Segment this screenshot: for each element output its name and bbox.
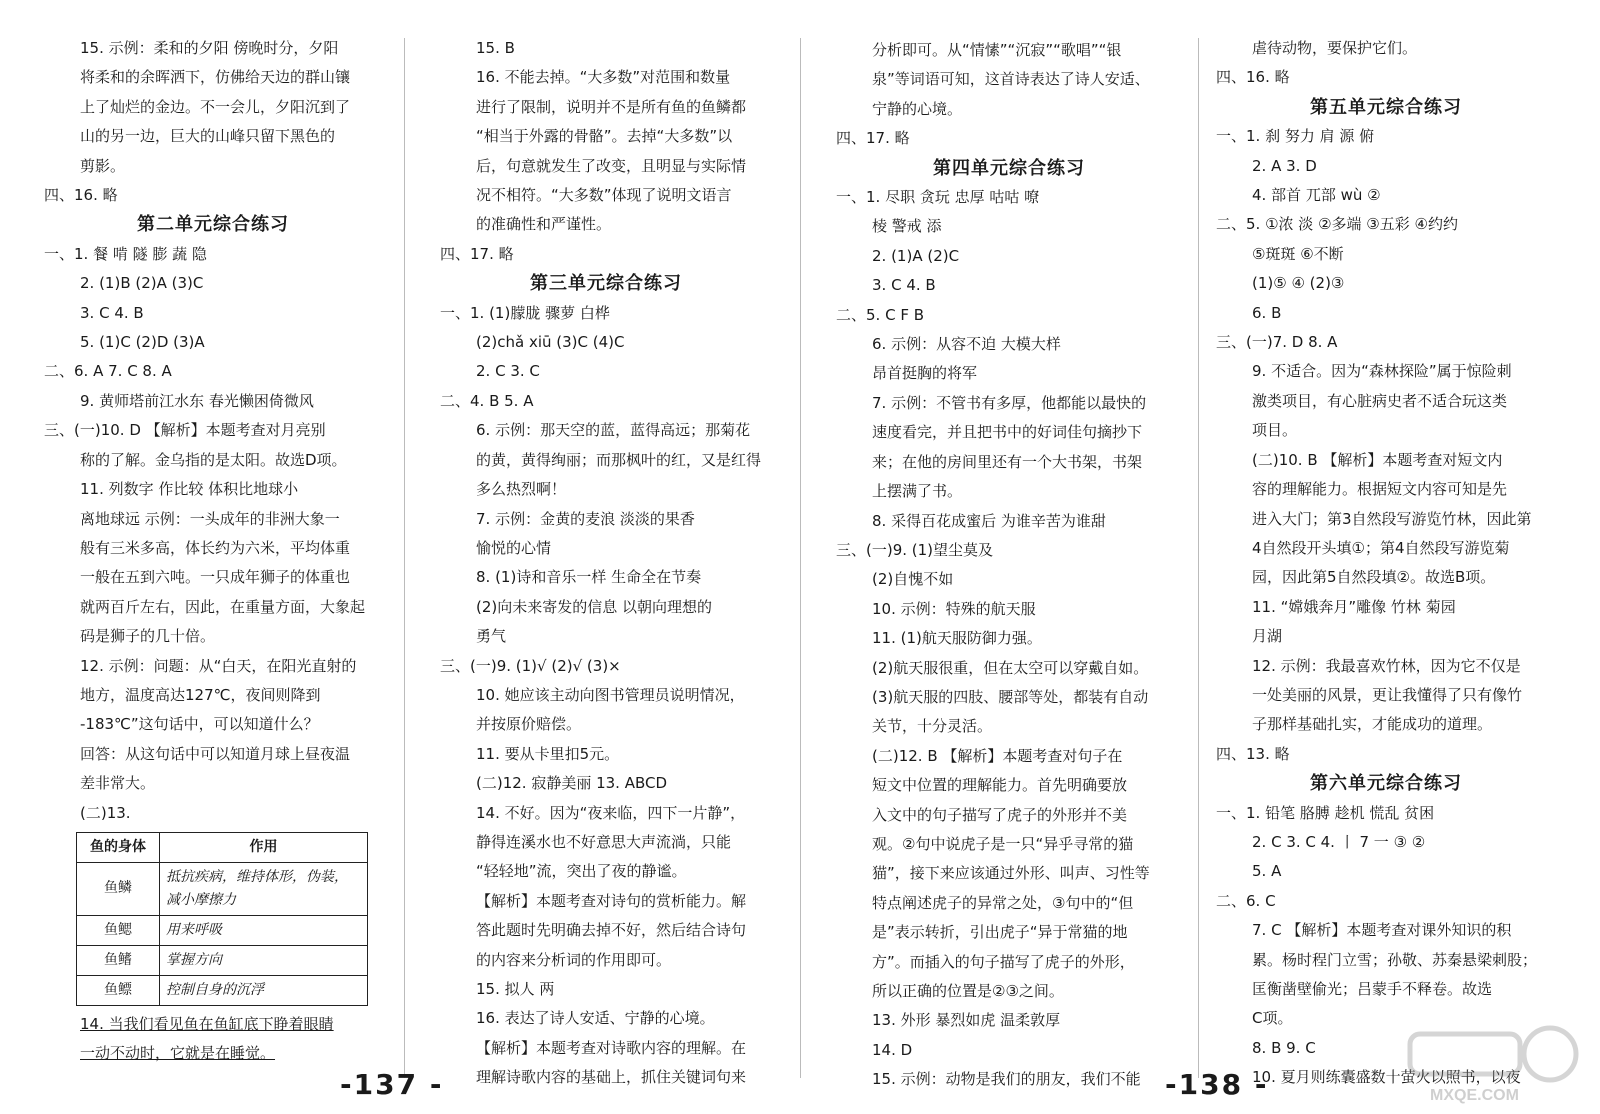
text-line: 一般在五到六吨。一只成年狮子的体重也 xyxy=(80,568,351,587)
text-line: 2. (1)B (2)A (3)C xyxy=(80,274,204,293)
table-cell-function: 抵抗疾病，维持体形，伪装，减小摩擦力 xyxy=(160,862,368,915)
text-line: 后，句意就发生了改变，且明显与实际情 xyxy=(476,156,747,175)
text-line: 9. 不适合。因为“森林探险”属于惊险刺 xyxy=(1252,362,1512,381)
text-line: (二)10. B 【解析】本题考查对短文内 xyxy=(1252,450,1503,469)
text-line: 11. 要从卡里扣5元。 xyxy=(476,744,620,763)
text-line: 匡衡凿壁偷光；吕蒙手不释卷。故选 xyxy=(1252,980,1493,998)
text-line: 特点阐述虎子的异常之处，③句中的“但 xyxy=(872,893,1134,912)
table-cell-function: 用来呼吸 xyxy=(160,915,368,945)
section-heading: 第二单元综合练习 xyxy=(137,214,289,236)
text-line: 8. (1)诗和音乐一样 生命全在节奏 xyxy=(476,568,702,587)
text-line: -183℃”这句话中，可以知道什么？ xyxy=(80,715,319,734)
text-line: (2)向未来寄发的信息 以朝向理想的 xyxy=(476,597,713,616)
watermark-text: MXQE.COM xyxy=(1430,1087,1519,1104)
text-line: 13. 外形 暴烈如虎 温柔敦厚 xyxy=(872,1011,1061,1030)
table-row xyxy=(77,945,368,975)
page-divider xyxy=(800,38,801,1078)
text-line: 上了灿烂的金边。不一会儿，夕阳沉到了 xyxy=(80,97,351,116)
text-line: 将柔和的余晖洒下，仿佛给天边的群山镶 xyxy=(80,68,351,87)
text-line: 般有三米多高，体长约为六米，平均体重 xyxy=(80,538,351,557)
text-line: 7. C 【解析】本题考查对课外知识的积 xyxy=(1252,921,1512,940)
text-line: 一、1. 尽职 贪玩 忠厚 咕咕 嘹 xyxy=(836,188,1040,207)
text-line: 进行了限制，说明并不是所有鱼的鱼鳞都 xyxy=(476,97,747,116)
text-line: 15. B xyxy=(476,39,515,57)
text-line: 【解析】本题考查对诗句的赏析能力。解 xyxy=(476,891,747,910)
text-line: (2)航天服很重，但在太空可以穿戴自如。 xyxy=(872,658,1149,677)
text-line: 二、6. A 7. C 8. A xyxy=(44,362,172,381)
text-line: 三、(一)10. D 【解析】本题考查对月亮别 xyxy=(44,421,326,440)
text-line: “相当于外露的骨骼”。去掉“大多数”以 xyxy=(476,127,733,146)
section-heading: 第三单元综合练习 xyxy=(530,273,682,295)
text-line: 宁静的心境。 xyxy=(872,99,963,118)
text-line: 回答：从这句话中可以知道月球上昼夜温 xyxy=(80,744,351,763)
text-line: 勇气 xyxy=(476,627,507,646)
text-line: 码是狮子的几十倍。 xyxy=(80,627,216,646)
text-line: 一、1. 刹 努力 肩 源 俯 xyxy=(1216,127,1375,146)
text-line: 况不相符。“大多数”体现了说明文语言 xyxy=(476,186,732,205)
text-line: 愉悦的心情 xyxy=(476,538,552,557)
text-line: 三、(一)9. (1)√ (2)√ (3)× xyxy=(440,656,621,675)
text-line: 8. 采得百花成蜜后 为谁辛苦为谁甜 xyxy=(872,511,1106,530)
column-divider xyxy=(1198,38,1199,1078)
text-line: 四、17. 略 xyxy=(836,129,910,148)
text-line: 一动不动时，它就是在睡觉。 xyxy=(80,1044,276,1063)
text-line: (二)12. 寂静美丽 13. ABCD xyxy=(476,774,668,793)
text-line: 的准确性和严谨性。 xyxy=(476,215,612,234)
text-line: 15. 拟人 两 xyxy=(476,980,555,998)
text-line: 静得连溪水也不好意思大声流淌，只能 xyxy=(476,832,732,851)
text-line: 5. (1)C (2)D (3)A xyxy=(80,333,205,352)
text-line: 7. 示例：金黄的麦浪 淡淡的果香 xyxy=(476,509,695,528)
column-4 xyxy=(1216,0,1556,1087)
text-line: 【解析】本题考查对诗歌内容的理解。在 xyxy=(476,1038,747,1057)
text-line: 观。②句中说虎子是一只“异乎寻常的猫 xyxy=(872,834,1134,853)
text-line: 11. 列数字 作比较 体积比地球小 xyxy=(80,480,299,499)
column-1 xyxy=(44,0,382,1064)
table-row xyxy=(77,915,368,945)
section-heading: 第五单元综合练习 xyxy=(1310,96,1462,118)
text-line: 14. D xyxy=(872,1040,913,1059)
text-line: 三、(一)9. (1)望尘莫及 xyxy=(836,540,994,559)
text-line: 6. 示例：从容不迫 大模大样 xyxy=(872,335,1061,354)
text-line: 2. A 3. D xyxy=(1252,156,1317,175)
text-line: 9. 黄师塔前江水东 春光懒困倚微风 xyxy=(80,391,314,410)
text-line: 6. 示例：那天空的蓝，蓝得高远；那菊花 xyxy=(476,421,751,440)
text-line: 15. 示例：柔和的夕阳 傍晚时分，夕阳 xyxy=(80,39,339,57)
text-line: 昂首挺胸的将军 xyxy=(872,364,978,383)
text-line: 关节，十分灵活。 xyxy=(872,717,993,736)
text-line: 多么热烈啊！ xyxy=(476,480,567,499)
text-line: 12. 示例：问题：从“白天，在阳光直射的 xyxy=(80,656,357,675)
text-line: 园，因此第5自然段填②。故选B项。 xyxy=(1252,568,1496,587)
text-line: 12. 示例：我最喜欢竹林，因为它不仅是 xyxy=(1252,656,1521,675)
text-line: 一、1. (1)朦胧 骤萝 白桦 xyxy=(440,303,610,322)
text-line: 一、1. 铅笔 胳膊 趁机 慌乱 贫困 xyxy=(1216,803,1435,822)
text-line: 2. (1)A (2)C xyxy=(872,246,960,265)
text-line: 14. 当我们看见鱼在鱼缸底下睁着眼睛 xyxy=(80,1014,334,1033)
text-line: 速度看完，并且把书中的好词佳句摘抄下 xyxy=(872,423,1143,442)
text-line: (二)13. xyxy=(80,803,131,822)
text-line: 四、13. 略 xyxy=(1216,744,1290,763)
text-line: 项目。 xyxy=(1252,421,1298,440)
text-line: 激类项目，有心脏病史者不适合玩这类 xyxy=(1252,391,1508,410)
text-line: (2)chǎ xiū (3)C (4)C xyxy=(476,333,625,352)
text-line: 猫”，接下来应该通过外形、叫声、习性等 xyxy=(872,864,1150,883)
text-line: 2. C 3. C 4. 丨 7 一 ③ ② xyxy=(1252,832,1426,851)
text-line: 一处美丽的风景，更让我懂得了只有像竹 xyxy=(1252,685,1523,704)
text-line: 泉”等词语可知，这首诗表达了诗人安适、 xyxy=(872,70,1150,89)
table-cell-part: 鱼鳍 xyxy=(77,945,160,975)
text-line: 的黄，黄得绚丽；而那枫叶的红，又是红得 xyxy=(476,450,762,469)
text-line: 6. B xyxy=(1252,303,1282,322)
text-line: 就两百斤左右，因此，在重量方面，大象起 xyxy=(80,597,366,616)
text-line: 二、4. B 5. A xyxy=(440,391,534,410)
text-line: 是”表示转折，引出虎子“异于常猫的地 xyxy=(872,923,1128,942)
text-line: 一、1. 餐 啃 隧 膨 蔬 隐 xyxy=(44,244,207,263)
table-row xyxy=(77,975,368,1005)
text-line: 理解诗歌内容的基础上，抓住关键词句来 xyxy=(476,1068,747,1087)
text-line: 5. A xyxy=(1252,862,1282,881)
text-line: 进入大门；第3自然段写游览竹林，因此第 xyxy=(1252,509,1532,528)
table-cell-part: 鱼鳃 xyxy=(77,915,160,945)
text-line: 3. C 4. B xyxy=(80,303,144,322)
table-header: 鱼的身体 xyxy=(77,832,160,862)
page-number-left: -137 - xyxy=(340,1068,444,1101)
text-line: 子那样基础扎实，才能成功的道理。 xyxy=(1252,715,1493,734)
text-line: 二、6. C xyxy=(1216,891,1276,910)
text-line: 虐待动物，要保护它们。 xyxy=(1252,39,1418,57)
text-line: 剪影。 xyxy=(80,156,126,175)
text-line: 上摆满了书。 xyxy=(872,482,963,501)
text-line: 并按原价赔偿。 xyxy=(476,715,582,734)
text-line: 称的了解。金乌指的是太阳。故选D项。 xyxy=(80,450,347,469)
text-line: 四、16. 略 xyxy=(44,186,118,205)
text-line: 8. B 9. C xyxy=(1252,1038,1316,1057)
text-line: 分析即可。从“情愫”“沉寂”“歌唱”“银 xyxy=(872,41,1122,59)
column-2 xyxy=(440,0,772,1087)
text-line: 的内容来分析词的作用即可。 xyxy=(476,950,672,969)
text-line: (2)自愧不如 xyxy=(872,570,954,589)
text-line: (二)12. B 【解析】本题考查对句子在 xyxy=(872,746,1123,765)
text-line: 4. 部首 兀部 wù ② xyxy=(1252,186,1381,205)
text-line: 月湖 xyxy=(1252,627,1283,646)
text-line: 10. 夏月则练囊盛数十萤火以照书，以夜 xyxy=(1252,1068,1521,1087)
text-line: 16. 不能去掉。“大多数”对范围和数量 xyxy=(476,68,731,87)
text-line: 10. 她应该主动向图书管理员说明情况， xyxy=(476,685,745,704)
text-line: 山的另一边，巨大的山峰只留下黑色的 xyxy=(80,127,336,146)
text-line: 差非常大。 xyxy=(80,774,156,793)
text-line: 二、5. C F B xyxy=(836,305,925,324)
watermark-logo xyxy=(1390,1020,1590,1108)
text-line: 三、(一)7. D 8. A xyxy=(1216,333,1338,352)
text-line: 容的理解能力。根据短文内容可知是先 xyxy=(1252,480,1508,499)
text-line: 地方，温度高达127℃，夜间则降到 xyxy=(80,685,321,704)
table-cell-part: 鱼鳞 xyxy=(77,862,160,915)
table-header: 作用 xyxy=(160,832,368,862)
text-line: 14. 不好。因为“夜来临，四下一片静”， xyxy=(476,803,746,822)
text-line: 10. 示例：特殊的航天服 xyxy=(872,599,1036,618)
table-row xyxy=(77,862,368,915)
text-line: 来；在他的房间里还有一个大书架，书架 xyxy=(872,452,1143,471)
text-line: 3. C 4. B xyxy=(872,276,936,295)
table-cell-function: 控制自身的沉浮 xyxy=(160,975,368,1005)
table-cell-part: 鱼鳔 xyxy=(77,975,160,1005)
text-line: “轻轻地”流，突出了夜的静谧。 xyxy=(476,862,687,881)
text-line: 2. C 3. C xyxy=(476,362,540,381)
section-heading: 第四单元综合练习 xyxy=(933,157,1085,179)
table-cell-function: 掌握方向 xyxy=(160,945,368,975)
text-line: 短文中位置的理解能力。首先明确要放 xyxy=(872,776,1128,795)
text-line: 累。杨时程门立雪；孙敬、苏秦悬梁刺股； xyxy=(1252,950,1538,969)
text-line: ⑤斑斑 ⑥不断 xyxy=(1252,244,1344,263)
text-line: 四、17. 略 xyxy=(440,244,514,263)
text-line: 11. (1)航天服防御力强。 xyxy=(872,629,1042,648)
text-line: 离地球远 示例：一头成年的非洲大象一 xyxy=(80,509,340,528)
text-line: (1)⑤ ④ (2)③ xyxy=(1252,274,1345,293)
text-line: 棱 警戒 添 xyxy=(872,217,942,236)
text-line: 11. “嫦娥奔月”雕像 竹林 菊园 xyxy=(1252,597,1456,616)
column-3 xyxy=(836,0,1182,1089)
text-line: 16. 表达了诗人安适、宁静的心境。 xyxy=(476,1009,715,1028)
text-line: 入文中的句子描写了虎子的外形并不美 xyxy=(872,805,1128,824)
text-line: 答此题时先明确去掉不好，然后结合诗句 xyxy=(476,921,747,940)
fish-body-table xyxy=(76,832,368,1006)
text-line: 方”。而插入的句子描写了虎子的外形， xyxy=(872,952,1135,971)
text-line: 所以正确的位置是②③之间。 xyxy=(872,982,1064,1000)
text-line: 二、5. ①浓 淡 ②多端 ③五彩 ④约约 xyxy=(1216,215,1458,234)
text-line: 4自然段开头填①；第4自然段写游览菊 xyxy=(1252,538,1510,557)
text-line: C项。 xyxy=(1252,1009,1293,1028)
section-heading: 第六单元综合练习 xyxy=(1310,773,1462,795)
text-line: (3)航天服的四肢、腰部等处，都装有自动 xyxy=(872,687,1149,706)
column-divider xyxy=(404,38,405,1078)
text-line: 四、16. 略 xyxy=(1216,68,1290,87)
page-number-right: -138 - xyxy=(1165,1068,1269,1101)
text-line: 7. 示例：不管书有多厚，他都能以最快的 xyxy=(872,393,1147,412)
text-line: 15. 示例：动物是我们的朋友，我们不能 xyxy=(872,1070,1141,1089)
